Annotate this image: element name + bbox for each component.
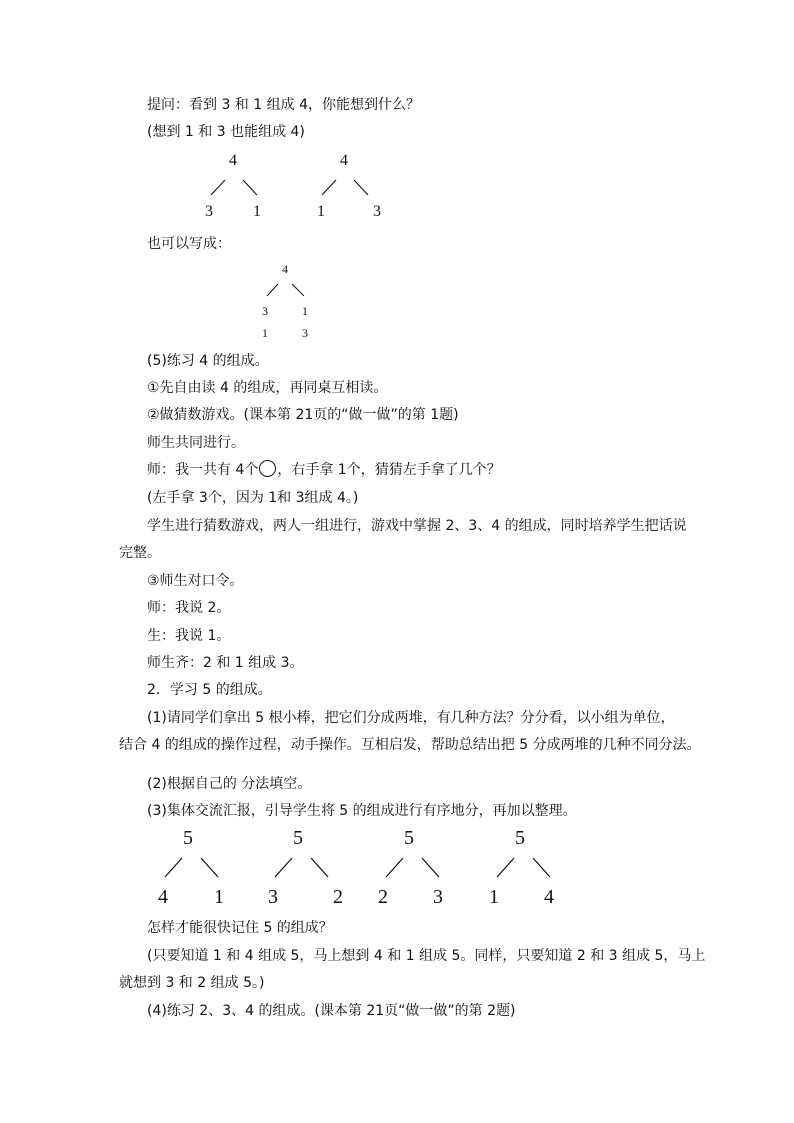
step-1-line-b: 结合 4 的组成的操作过程，动手操作。互相启发，帮助总结出把 5 分成两堆的几种不同分法。	[119, 737, 701, 753]
tree-branches	[273, 856, 331, 880]
tree-branches	[384, 856, 442, 880]
tree-left-number: 2	[378, 886, 388, 908]
how-remember-line: 怎样才能很快记住 5 的组成？	[147, 920, 333, 936]
practice-item-2: ②做猜数游戏。(课本第 21页的“做一做”的第 1题)	[147, 407, 459, 423]
step-2-line: (2)根据自己的 分法填空。	[147, 776, 312, 792]
practice-item-3: ③师生对口令。	[147, 573, 244, 589]
tree-right-number: 3	[373, 203, 381, 220]
tree-branches	[495, 856, 553, 880]
teacher-say-line: 师：我说 2。	[147, 600, 231, 616]
answer-line: (想到 1 和 3 也能组成 4)	[147, 124, 305, 140]
tree-right-number: 4	[544, 886, 554, 908]
tree-top-number: 5	[293, 827, 303, 849]
also-write-line: 也可以写成：	[147, 236, 231, 252]
tree-branches	[321, 178, 371, 198]
tree-branches	[266, 283, 306, 299]
tree-top-number: 4	[282, 262, 288, 276]
tree-top-number: 5	[404, 827, 414, 849]
tree-top-number: 4	[229, 152, 237, 169]
practice-title: (5)练习 4 的组成。	[147, 353, 269, 369]
tree-branches	[163, 856, 221, 880]
question-line: 提问：看到 3 和 1 组成 4，你能想到什么？	[147, 97, 420, 113]
step-4-line: (4)练习 2、3、4 的组成。(课本第 21页“做一做”的第 2题)	[147, 1003, 516, 1019]
tree-top-number: 5	[183, 827, 193, 849]
tree-right-number: 1	[253, 203, 261, 220]
tree-left-number: 3	[268, 886, 278, 908]
together-line: 师生共同进行。	[147, 435, 245, 451]
tree-left-number: 4	[158, 886, 168, 908]
tree-left-number: 3	[262, 304, 268, 318]
practice-item-1: ①先自由读 4 的组成，再同桌互相读。	[147, 380, 388, 396]
together-say-line: 师生齐：2 和 1 组成 3。	[147, 655, 304, 671]
tree-right-number: 1	[214, 886, 224, 908]
section-2-title: 2．学习 5 的组成。	[147, 682, 272, 698]
left-hand-answer: (左手拿 3个，因为 1和 3组成 4。)	[147, 490, 359, 506]
step-1-line-a: (1)请同学们拿出 5 根小棒，把它们分成两堆，有几种方法？分分看，以小组为单位，	[147, 710, 675, 726]
tree-right-number: 1	[302, 304, 308, 318]
game-line-1: 学生进行猜数游戏，两人一组进行，游戏中掌握 2、3、4 的组成，同时培养学生把话说	[147, 518, 687, 534]
tree-left-number: 1	[489, 886, 499, 908]
teacher-line	[147, 460, 501, 480]
student-say-line: 生：我说 1。	[147, 628, 231, 644]
tree-left-number: 3	[205, 203, 213, 220]
game-line-2: 完整。	[119, 545, 161, 561]
tree-left-number: 1	[317, 203, 325, 220]
tree-right-number: 2	[333, 886, 343, 908]
tree-branches	[210, 178, 260, 198]
tree-left-number: 1	[262, 326, 268, 340]
tree-top-number: 5	[515, 827, 525, 849]
tree-right-number: 3	[302, 326, 308, 340]
teacher-text-a: 师：我一共有 4个	[147, 462, 259, 478]
answer-line-1: (只要知道 1 和 4 组成 5，马上想到 4 和 1 组成 5。同样，只要知道 2 和 3 组成 5，马上	[147, 948, 706, 964]
tree-top-number: 4	[340, 152, 348, 169]
step-3-line: (3)集体交流汇报，引导学生将 5 的组成进行有序地分，再加以整理。	[147, 803, 577, 819]
teacher-text-b: ，右手拿 1个，猜猜左手拿了几个？	[277, 462, 501, 478]
circle-icon	[259, 460, 276, 477]
tree-right-number: 3	[433, 886, 443, 908]
answer-line-2: 就想到 3 和 2 组成 5。)	[119, 975, 265, 991]
